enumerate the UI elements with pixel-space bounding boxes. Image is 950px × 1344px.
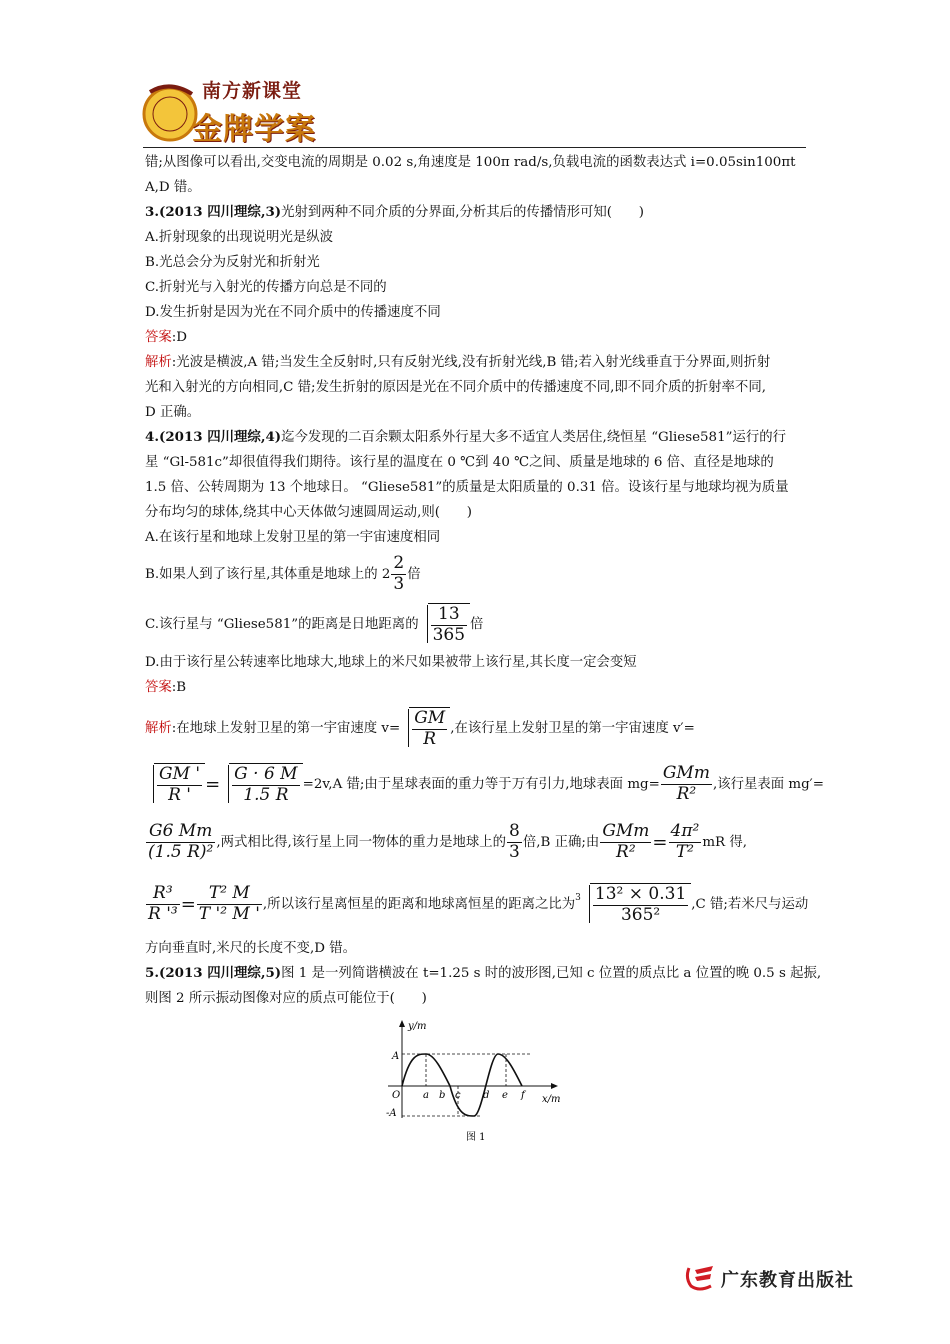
q4-answer-label: 答案 [145, 680, 172, 695]
point-c-label: c [455, 1090, 461, 1101]
q4-analysis-text4: ,所以该行星离恒星的距离和地球离恒星的距离之比为 [262, 896, 576, 912]
fraction-numerator: G6 Mm [146, 822, 215, 843]
fraction-denominator: 365² [620, 904, 661, 925]
q3-number: 3 [145, 204, 155, 220]
q4-option-a: A.在该行星和地球上发射卫星的第一宇宙速度相同 [145, 530, 441, 545]
q4-analysis-text4b: ,C 错;若米尺与运动 [691, 896, 809, 912]
fraction-numerator: GMm [662, 762, 710, 783]
q3-source: .(2013 四川理综,3) [154, 204, 282, 220]
fraction-numerator: 8 [509, 820, 520, 841]
x-axis-arrow-icon [551, 1083, 558, 1089]
formula-t2m-ratio [197, 884, 262, 924]
fraction-numerator: 2 [393, 552, 405, 573]
fraction-numerator: GM [414, 707, 446, 728]
fraction-denominator: 1.5 R [243, 784, 289, 805]
q4-option-d: D.由于该行星公转速率比地球大,地球上的米尺如果被带上该行星,其长度一定会变短 [145, 655, 637, 670]
equals-sign: = [180, 893, 196, 915]
q4-source: .(2013 四川理综,4) [154, 429, 282, 445]
q4-analysis-line1 [145, 700, 810, 756]
fraction-denominator: (1.5 R)² [148, 841, 214, 862]
fraction-numerator: G · 6 M [234, 763, 298, 784]
q3-stem [145, 200, 810, 225]
q4-stem-line1 [145, 425, 810, 450]
fraction-numerator: R³ [146, 884, 180, 905]
q4-analysis-text3c: mR 得, [702, 834, 748, 850]
wave-curve [402, 1054, 522, 1116]
fraction-denominator: T² [675, 841, 694, 862]
q4-analysis-line5: 方向垂直时,米尺的长度不变,D 错。 [145, 941, 356, 956]
q4-option-c-fraction [431, 605, 467, 645]
amplitude-negative-label: -A [386, 1108, 397, 1119]
formula-r3-ratio [146, 884, 180, 924]
q4-analysis-text3b: 倍,B 正确;由 [522, 834, 600, 850]
publisher-logo-icon [683, 1262, 717, 1292]
equals-sign: = [652, 831, 668, 853]
q3-option-a: A.折射现象的出现说明光是纵波 [145, 230, 334, 245]
q5-stem-text1: 图 1 是一列简谐横波在 t=1.25 s 时的波形图,已知 c 位置的质点比 a 位置的晚 0.5 s 起振, [281, 966, 822, 981]
publisher-footer [683, 1262, 863, 1294]
q3-answer-label: 答案 [145, 330, 172, 345]
q3-analysis-line3: D 正确。 [145, 405, 201, 420]
fraction-denominator: R ' [168, 784, 191, 805]
q4-option-b [145, 550, 810, 598]
fraction-denominator: 365 [432, 624, 466, 645]
q4-analysis-label: 解析 [145, 720, 172, 736]
q4-analysis-line4 [145, 872, 810, 936]
equals-sign: = [205, 773, 221, 795]
q3-answer [145, 325, 810, 350]
point-d-label: d [483, 1090, 490, 1101]
q4-option-b-fraction [391, 554, 406, 594]
q4-analysis-text1: :在地球上发射卫星的第一宇宙速度 v= [171, 720, 401, 736]
root-index: 3 [575, 893, 581, 903]
medal-icon [140, 84, 200, 144]
q4-analysis-line2 [145, 756, 824, 812]
brand-logo [140, 70, 350, 148]
q3-stem-text: 光射到两种不同介质的分界面,分析其后的传播情形可知( ) [281, 205, 644, 220]
formula-gm-over-r [412, 709, 447, 749]
amplitude-positive-label: A [392, 1051, 400, 1062]
fraction-denominator: R² [676, 783, 697, 804]
q3-option-b: B.光总会分为反射光和折射光 [145, 255, 320, 270]
sqrt-sign [220, 763, 302, 805]
q3-option-d: D.发生折射是因为光在不同介质中的传播速度不同 [145, 305, 441, 320]
point-b-label: b [439, 1090, 446, 1101]
q4-analysis-text2b: ,该行星表面 mg′= [712, 776, 824, 792]
q4-option-c-pre: C.该行星与 “Gliese581”的距离是日地距离的 [145, 616, 419, 632]
q4-answer-value: :B [171, 680, 187, 695]
publisher-name: 广东教育出版社 [721, 1270, 854, 1291]
q2-tail-line2: A,D 错。 [145, 180, 201, 195]
formula-cube-root-ratio [593, 885, 688, 925]
q4-stem-text1: 迄今发现的二百余颗太阳系外行星大多不适宜人类居住,绕恒星 “Gliese581”运行的行 [281, 430, 786, 445]
q3-analysis-label: 解析 [145, 355, 172, 370]
q4-option-c-post: 倍 [470, 616, 484, 632]
x-axis-label: x/m [542, 1094, 561, 1105]
fraction-denominator: R [423, 728, 437, 749]
q3-analysis-line2: 光和入射光的方向相同,C 错;发生折射的原因是光在不同介质中的传播速度不同,即不同介质的折射率不同, [145, 380, 766, 395]
y-axis-label: y/m [408, 1021, 427, 1032]
q4-analysis-text1b: ,在该行星上发射卫星的第一宇宙速度 v′= [450, 720, 695, 736]
formula-gmm-over-r2-b [600, 822, 651, 862]
q3-analysis-line1 [145, 350, 810, 375]
header-rule [143, 147, 806, 148]
fraction-numerator: 13 [431, 605, 467, 626]
fraction-numerator: GMm [602, 820, 650, 841]
q4-analysis-text3: ,两式相比得,该行星上同一物体的重力是地球上的 [216, 834, 507, 850]
formula-eight-thirds [507, 822, 522, 862]
q2-tail-line1: 错;从图像可以看出,交变电流的周期是 0.02 s,角速度是 100π rad/s,负载电流的函数表达式 i=0.05sin100πt [145, 155, 796, 170]
fraction-numerator: T² M [197, 884, 262, 905]
q4-stem-line3: 1.5 倍、公转周期为 13 个地球日。 “Gliese581”的质量是太阳质量的 0.31 倍。设该行星与地球均视为质量 [145, 480, 789, 495]
q4-option-c [145, 598, 810, 650]
fraction-denominator: 3 [393, 573, 405, 594]
formula-g6mm-over-1-5r2 [146, 822, 215, 862]
fraction-denominator: T '² M ' [198, 903, 260, 924]
q4-stem-line4: 分布均匀的球体,绕其中心天体做匀速圆周运动,则( ) [145, 505, 472, 520]
wave-figure [370, 1018, 580, 1148]
q4-number: 4 [145, 429, 155, 445]
brand-main-text: 金牌学案 [192, 112, 316, 147]
fraction-numerator: 13² × 0.31 [594, 883, 687, 904]
fraction-denominator: 3 [509, 841, 520, 862]
q4-analysis-line3 [145, 812, 810, 872]
point-e-label: e [502, 1090, 508, 1101]
q3-option-c: C.折射光与入射光的传播方向总是不同的 [145, 280, 387, 295]
sqrt-sign [145, 763, 205, 805]
q4-analysis-text2: =2v,A 错;由于星球表面的重力等于万有引力,地球表面 mg= [302, 776, 660, 792]
formula-4pi2-over-t2 [669, 822, 702, 862]
q4-answer [145, 675, 810, 700]
q5-source: .(2013 四川理综,5) [154, 965, 282, 981]
page-content [145, 150, 824, 1011]
brand-top-text: 南方新课堂 [202, 80, 303, 102]
q4-option-b-post: 倍 [407, 566, 421, 582]
q5-stem-line1 [145, 961, 822, 986]
point-f-label: f [521, 1090, 525, 1101]
formula-6gm-over-1-5r [232, 765, 299, 805]
formula-gm-prime-over-r-prime [157, 765, 202, 805]
figure-caption: 图 1 [466, 1132, 486, 1143]
fraction-numerator: 4π² [670, 820, 700, 841]
y-axis-arrow-icon [399, 1020, 405, 1027]
fraction-numerator: GM ' [159, 763, 201, 784]
q5-stem-line2: 则图 2 所示振动图像对应的质点可能位于( ) [145, 991, 427, 1006]
sqrt-sign [400, 707, 450, 749]
q4-stem-line2: 星 “Gl-581c”却很值得我们期待。该行星的温度在 0 ℃到 40 ℃之间、质量是地球的 6 倍、直径是地球的 [145, 455, 774, 470]
sqrt-sign [419, 603, 470, 645]
cube-root-sign [581, 883, 691, 925]
fraction-denominator: R '³ [148, 903, 178, 924]
q4-option-b-pre: B.如果人到了该行星,其体重是地球上的 2 [145, 566, 391, 582]
q5-number: 5 [145, 965, 155, 981]
point-a-label: a [423, 1090, 429, 1101]
origin-label: O [392, 1090, 401, 1101]
q3-answer-value: :D [171, 330, 188, 345]
q3-analysis-text1: :光波是横波,A 错;当发生全反射时,只有反射光线,没有折射光线,B 错;若入射光线垂直于分界面,则折射 [171, 355, 771, 370]
formula-gmm-over-r2 [661, 764, 712, 804]
fraction-denominator: R² [616, 841, 636, 862]
